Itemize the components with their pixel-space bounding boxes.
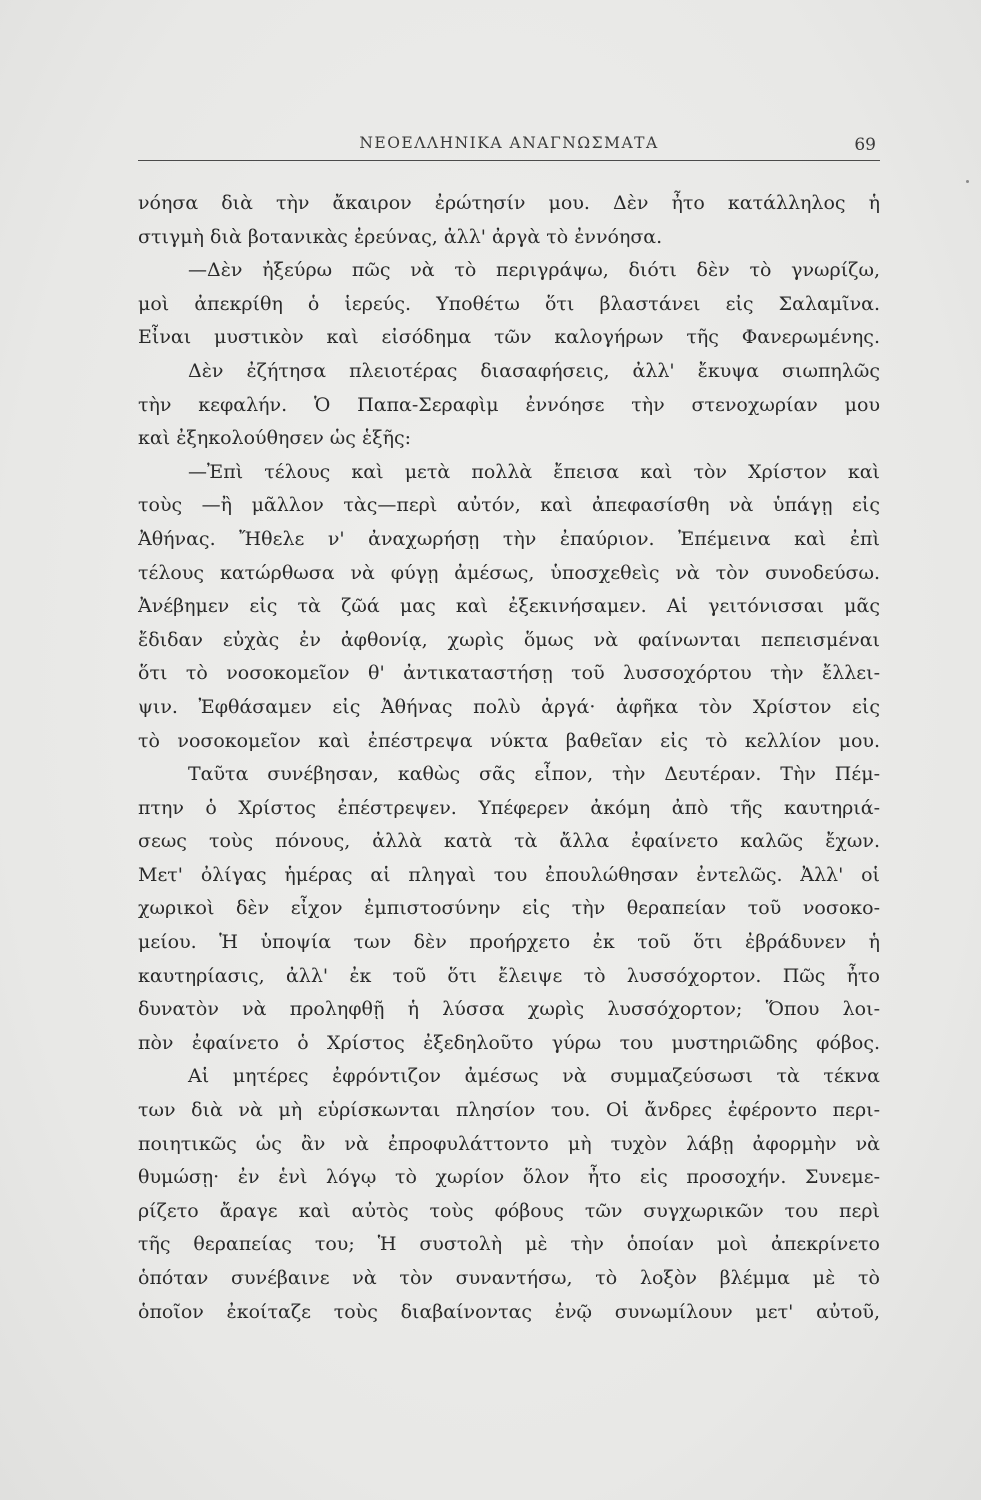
header-rule bbox=[138, 160, 880, 161]
text-line: ὅτι τὸ νοσοκομεῖον θ' ἀντικαταστήσῃ τοῦ λυσσοχόρτου τὴν ἔλλει- bbox=[138, 662, 880, 685]
text-line: των διὰ νὰ μὴ εὑρίσκωνται πλησίον του. Οἱ ἄνδρες ἐφέροντο περι- bbox=[138, 1099, 880, 1122]
text-line: πτην ὁ Χρίστος ἐπέστρεψεν. Υπέφερεν ἀκόμη ἀπὸ τῆς καυτηριά- bbox=[138, 796, 880, 819]
text-line: Εἶναι μυστικὸν καὶ εἰσόδημα τῶν καλογήρων τῆς Φανερωμένης. bbox=[138, 326, 880, 349]
text-line: Ἀθήνας. Ἤθελε ν' ἀναχωρήσῃ τὴν ἐπαύριον. Ἐπέμεινα καὶ ἐπὶ bbox=[138, 527, 880, 550]
text-line: Αἱ μητέρες ἐφρόντιζον ἀμέσως νὰ συμμαζεύσωσι τὰ τέκνα bbox=[188, 1065, 880, 1088]
page-number: 69 bbox=[854, 135, 876, 155]
running-title: ΝΕΟΕΛΛΗΝΙΚΑ ΑΝΑΓΝΩΣΜΑΤΑ bbox=[359, 134, 659, 152]
text-line: ποιητικῶς ὡς ἂν νὰ ἐπροφυλάττοντο μὴ τυχὸν λάβῃ ἀφορμὴν νὰ bbox=[138, 1132, 880, 1155]
text-line: Μετ' ὀλίγας ἡμέρας αἱ πληγαὶ του ἐπουλώθησαν ἐντελῶς. Ἀλλ' οἱ bbox=[138, 863, 880, 886]
paper-speck bbox=[966, 180, 969, 183]
text-line: τὴν κεφαλήν. Ὁ Παπα-Σεραφὶμ ἐννόησε τὴν στενοχωρίαν μου bbox=[138, 393, 880, 416]
text-line: καυτηρίασις, ἀλλ' ἐκ τοῦ ὅτι ἔλειψε τὸ λυσσόχορτον. Πῶς ἦτο bbox=[138, 964, 880, 987]
text-line: τοὺς —ἢ μᾶλλον τὰς—περὶ αὐτόν, καὶ ἀπεφασίσθη νὰ ὑπάγῃ εἰς bbox=[138, 494, 880, 517]
text-line: —Δὲν ἠξεύρω πῶς νὰ τὸ περιγράψω, διότι δὲν τὸ γνωρίζω, bbox=[188, 259, 880, 282]
text-line: —Ἐπὶ τέλους καὶ μετὰ πολλὰ ἔπεισα καὶ τὸν Χρίστον καὶ bbox=[188, 460, 880, 483]
text-line: Ἀνέβημεν εἰς τὰ ζῶά μας καὶ ἐξεκινήσαμεν. Αἱ γειτόνισσαι μᾶς bbox=[138, 595, 880, 618]
text-line: ὁπόταν συνέβαινε νὰ τὸν συναντήσω, τὸ λοξὸν βλέμμα μὲ τὸ bbox=[138, 1267, 880, 1289]
text-line: τέλους κατώρθωσα νὰ φύγῃ ἀμέσως, ὑποσχεθεὶς νὰ τὸν συνοδεύσω. bbox=[138, 561, 880, 584]
text-line: μοὶ ἀπεκρίθη ὁ ἱερεύς. Υποθέτω ὅτι βλαστάνει εἰς Σαλαμῖνα. bbox=[138, 292, 880, 315]
text-line: στιγμὴ διὰ βοτανικὰς ἐρεύνας, ἀλλ' ἀργὰ τὸ ἐννόησα. bbox=[138, 225, 663, 248]
text-line: ρίζετο ἄραγε καὶ αὐτὸς τοὺς φόβους τῶν συγχωρικῶν του περὶ bbox=[138, 1199, 880, 1222]
text-line: μείου. Ἡ ὑποψία των δὲν προήρχετο ἐκ τοῦ ὅτι ἐβράδυνεν ἡ bbox=[138, 931, 880, 954]
body-text bbox=[138, 187, 880, 1329]
text-line: νόησα διὰ τὴν ἄκαιρον ἐρώτησίν μου. Δὲν ἦτο κατάλληλος ἡ bbox=[138, 192, 880, 214]
text-line: χωρικοὶ δὲν εἶχον ἐμπιστοσύνην εἰς τὴν θεραπείαν τοῦ νοσοκο- bbox=[138, 897, 880, 920]
text-line: θυμώσῃ· ἐν ἑνὶ λόγῳ τὸ χωρίον ὅλον ἦτο εἰς προσοχήν. Συνεμε- bbox=[138, 1166, 880, 1189]
text-line: δυνατὸν νὰ προληφθῇ ἡ λύσσα χωρὶς λυσσόχορτον; Ὅπου λοι- bbox=[138, 998, 880, 1021]
text-line: καὶ ἐξηκολούθησεν ὡς ἑξῆς: bbox=[138, 427, 412, 450]
page-header bbox=[138, 132, 880, 158]
text-line: ὁποῖον ἐκοίταζε τοὺς διαβαίνοντας ἐνῷ συνωμίλουν μετ' αὐτοῦ, bbox=[138, 1300, 880, 1323]
text-line: Ταῦτα συνέβησαν, καθὼς σᾶς εἶπον, τὴν Δευτέραν. Τὴν Πέμ- bbox=[188, 763, 880, 786]
text-line: τῆς θεραπείας του; Ἡ συστολὴ μὲ τὴν ὁποίαν μοὶ ἀπεκρίνετο bbox=[138, 1233, 880, 1256]
text-line: ψιν. Ἐφθάσαμεν εἰς Ἀθήνας πολὺ ἀργά· ἀφῆκα τὸν Χρίστον εἰς bbox=[138, 695, 880, 718]
text-line: Δὲν ἐζήτησα πλειοτέρας διασαφήσεις, ἀλλ' ἔκυψα σιωπηλῶς bbox=[188, 359, 880, 382]
text-line: σεως τοὺς πόνους, ἀλλὰ κατὰ τὰ ἄλλα ἐφαίνετο καλῶς ἔχων. bbox=[138, 830, 880, 853]
text-line: πὸν ἐφαίνετο ὁ Χρίστος ἐξεδηλοῦτο γύρω του μυστηριῶδης φόβος. bbox=[138, 1031, 880, 1054]
text-line: τὸ νοσοκομεῖον καὶ ἐπέστρεψα νύκτα βαθεῖαν εἰς τὸ κελλίον μου. bbox=[138, 729, 880, 752]
text-line: ἔδιδαν εὐχὰς ἐν ἀφθονίᾳ, χωρὶς ὅμως νὰ φαίνωνται πεπεισμέναι bbox=[138, 628, 880, 651]
